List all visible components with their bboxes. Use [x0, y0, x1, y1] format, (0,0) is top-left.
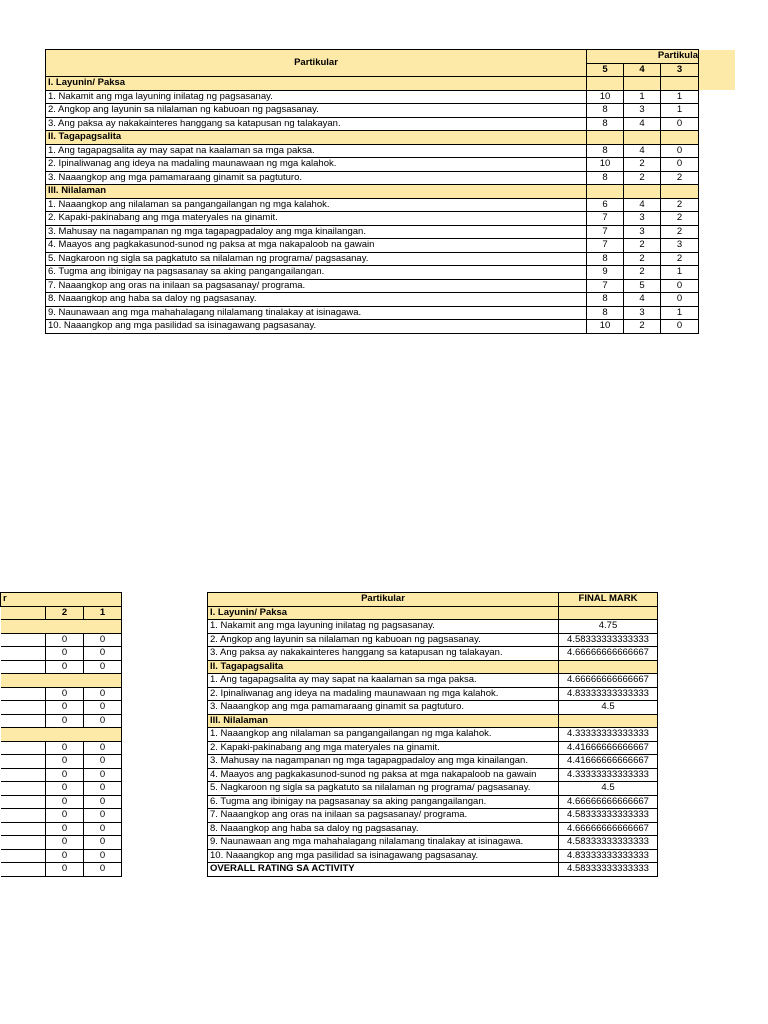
final-mark-cell: 4.66666666666667	[559, 822, 658, 836]
final-mark-cell: 4.66666666666667	[559, 674, 658, 688]
final-mark-cell: 4.66666666666667	[559, 795, 658, 809]
final-mark-cell: 4.41666666666667	[559, 755, 658, 769]
score-cell: 0	[46, 822, 84, 836]
score-cell: 0	[84, 782, 122, 796]
header-band-extension	[697, 50, 735, 90]
score-cell: 4	[624, 198, 661, 212]
score-cell: 7	[587, 239, 624, 253]
table-row	[208, 849, 658, 863]
table-row	[46, 225, 699, 239]
final-mark-cell: 4.58333333333333	[559, 809, 658, 823]
table-row	[1, 836, 122, 850]
score-cell: 2	[624, 320, 661, 334]
score-cell: 7	[587, 225, 624, 239]
table-row	[46, 212, 699, 226]
scale-group-header: r	[1, 593, 122, 607]
table-row	[46, 293, 699, 307]
score-cell: 0	[84, 849, 122, 863]
table-row	[208, 687, 658, 701]
item-label: 8. Naaangkop ang haba sa daloy ng pagsasanay.	[46, 293, 587, 307]
score-cell: 2	[624, 158, 661, 172]
score-cell: 0	[84, 768, 122, 782]
score-cell: 0	[661, 279, 699, 293]
table-row	[208, 795, 658, 809]
scale-row	[1, 606, 122, 620]
table-row	[1, 741, 122, 755]
score-cell: 2	[624, 171, 661, 185]
item-label: 3. Ang paksa ay nakakainteres hanggang sa katapusan ng talakayan.	[208, 647, 559, 661]
overall-label: OVERALL RATING SA ACTIVITY	[208, 863, 559, 877]
section-title: I. Layunin/ Paksa	[208, 606, 559, 620]
score-cell: 0	[84, 701, 122, 715]
final-mark-cell: 4.83333333333333	[559, 687, 658, 701]
table-row	[1, 687, 122, 701]
hidden-cell	[1, 863, 46, 877]
item-label: 1. Ang tagapagsalita ay may sapat na kaalaman sa mga paksa.	[46, 144, 587, 158]
section-blank	[587, 131, 624, 145]
score-cell: 0	[46, 714, 84, 728]
item-label: 3. Mahusay na nagampanan ng mga tagapagpadaloy ang mga kinailangan.	[46, 225, 587, 239]
section-row	[46, 131, 699, 145]
section-title: III. Nilalaman	[208, 714, 559, 728]
item-label: 5. Nagkaroon ng sigla sa pagkatuto sa nilalaman ng programa/ pagsasanay.	[208, 782, 559, 796]
table-row	[1, 633, 122, 647]
scale-header-2: 2	[46, 606, 84, 620]
hidden-cell	[1, 647, 46, 661]
item-label: 1. Naaangkop ang nilalaman sa pangangailangan ng mga kalahok.	[208, 728, 559, 742]
score-cell: 0	[46, 863, 84, 877]
item-label: 10. Naaangkop ang mga pasilidad sa isinagawang pagsasanay.	[208, 849, 559, 863]
score-cell: 0	[46, 660, 84, 674]
score-cell: 8	[587, 144, 624, 158]
score-cell: 0	[84, 633, 122, 647]
score-cell: 3	[661, 239, 699, 253]
score-cell: 8	[587, 252, 624, 266]
table-row	[1, 795, 122, 809]
section-row	[208, 660, 658, 674]
score-cell: 1	[661, 306, 699, 320]
item-label: 2. Angkop ang layunin sa nilalaman ng kabuoan ng pagsasanay.	[208, 633, 559, 647]
hidden-cell	[1, 714, 46, 728]
score-cell: 4	[624, 293, 661, 307]
hidden-cell	[1, 836, 46, 850]
score-cell: 8	[587, 171, 624, 185]
table-row	[46, 306, 699, 320]
section-title: I. Layunin/ Paksa	[46, 77, 587, 91]
item-label: 6. Tugma ang ibinigay na pagsasanay sa aking pangangailangan.	[208, 795, 559, 809]
section-blank	[559, 714, 658, 728]
section-blank	[559, 606, 658, 620]
score-cell: 2	[661, 198, 699, 212]
section-row	[1, 620, 122, 634]
final-mark-cell: 4.66666666666667	[559, 647, 658, 661]
score-cell: 2	[624, 266, 661, 280]
score-cell: 10	[587, 158, 624, 172]
section-blank	[1, 674, 122, 688]
table-row	[208, 755, 658, 769]
score-cell: 2	[661, 212, 699, 226]
score-cell: 0	[84, 795, 122, 809]
item-label: 9. Naunawaan ang mga mahahalagang nilalamang tinalakay at isinagawa.	[208, 836, 559, 850]
table-row	[1, 863, 122, 877]
score-cell: 0	[84, 809, 122, 823]
section-blank	[661, 185, 699, 199]
table-row	[46, 320, 699, 334]
section-title: III. Nilalaman	[46, 185, 587, 199]
table-row	[46, 252, 699, 266]
final-mark-cell: 4.75	[559, 620, 658, 634]
score-cell: 0	[46, 782, 84, 796]
final-mark-table	[207, 592, 658, 877]
table-row	[208, 822, 658, 836]
item-label: 2. Angkop ang layunin sa nilalaman ng kabuoan ng pagsasanay.	[46, 104, 587, 118]
section-row	[46, 77, 699, 91]
section-blank	[559, 660, 658, 674]
score-cell: 0	[84, 741, 122, 755]
score-cell: 4	[624, 144, 661, 158]
section-blank	[587, 185, 624, 199]
table-row	[46, 104, 699, 118]
header-row	[1, 593, 122, 607]
final-mark-cell: 4.33333333333333	[559, 728, 658, 742]
score-cell: 0	[661, 158, 699, 172]
final-mark-cell: 4.41666666666667	[559, 741, 658, 755]
score-cell: 1	[661, 90, 699, 104]
score-cell: 9	[587, 266, 624, 280]
table-row	[208, 633, 658, 647]
scale-group-header: Partikula	[587, 50, 699, 64]
table-row	[1, 714, 122, 728]
table-row	[208, 728, 658, 742]
score-cell: 0	[46, 755, 84, 769]
score-cell: 0	[46, 849, 84, 863]
score-cell: 0	[46, 795, 84, 809]
section-title: II. Tagapagsalita	[46, 131, 587, 145]
score-cell: 7	[587, 212, 624, 226]
hidden-cell	[1, 849, 46, 863]
section-blank	[661, 77, 699, 91]
score-cell: 0	[46, 687, 84, 701]
table-row	[1, 849, 122, 863]
score-cell: 4	[624, 117, 661, 131]
item-label: 2. Ipinaliwanag ang ideya na madaling maunawaan ng mga kalahok.	[46, 158, 587, 172]
table-row	[1, 809, 122, 823]
table-row	[1, 647, 122, 661]
score-cell: 0	[46, 809, 84, 823]
score-cell: 0	[84, 836, 122, 850]
overall-row	[208, 863, 658, 877]
table-row	[208, 674, 658, 688]
table-row	[208, 782, 658, 796]
hidden-cell	[1, 741, 46, 755]
section-row	[1, 674, 122, 688]
score-cell: 5	[624, 279, 661, 293]
hidden-cell	[1, 795, 46, 809]
header-row	[46, 50, 699, 64]
section-blank	[624, 131, 661, 145]
score-cell: 0	[84, 714, 122, 728]
item-label: 5. Nagkaroon ng sigla sa pagkatuto sa nilalaman ng programa/ pagsasanay.	[46, 252, 587, 266]
hidden-cell	[1, 782, 46, 796]
hidden-cell	[1, 660, 46, 674]
item-label: 2. Kapaki-pakinabang ang mga materyales na ginamit.	[46, 212, 587, 226]
item-label: 1. Nakamit ang mga layuning inilatag ng pagsasanay.	[46, 90, 587, 104]
item-label: 10. Naaangkop ang mga pasilidad sa isinagawang pagsasanay.	[46, 320, 587, 334]
section-blank	[624, 185, 661, 199]
table-row	[46, 158, 699, 172]
hidden-cell	[1, 755, 46, 769]
table-row	[208, 647, 658, 661]
table-row	[208, 768, 658, 782]
item-label: 2. Ipinaliwanag ang ideya na madaling maunawaan ng mga kalahok.	[208, 687, 559, 701]
score-cell: 0	[661, 117, 699, 131]
section-blank	[1, 728, 122, 742]
score-cell: 0	[46, 633, 84, 647]
final-mark-cell: 4.5	[559, 701, 658, 715]
score-cell: 8	[587, 104, 624, 118]
score-cell: 10	[587, 320, 624, 334]
table-row	[46, 266, 699, 280]
score-cell: 0	[46, 741, 84, 755]
score-cell: 6	[587, 198, 624, 212]
hidden-cell	[1, 687, 46, 701]
item-label: 4. Maayos ang pagkakasunod-sunod ng paksa at mga nakapaloob na gawain	[208, 768, 559, 782]
score-cell: 2	[661, 225, 699, 239]
score-cell: 2	[624, 252, 661, 266]
score-cell: 0	[84, 822, 122, 836]
hidden-cell	[1, 701, 46, 715]
score-cell: 0	[84, 755, 122, 769]
score-cell: 0	[84, 647, 122, 661]
header-row	[208, 593, 658, 607]
table-row	[1, 782, 122, 796]
score-cell: 1	[661, 104, 699, 118]
score-cell: 3	[624, 225, 661, 239]
table-row	[1, 660, 122, 674]
item-label: 3. Ang paksa ay nakakainteres hanggang sa katapusan ng talakayan.	[46, 117, 587, 131]
section-blank	[661, 131, 699, 145]
score-cell: 3	[624, 306, 661, 320]
scale-header-3: 3	[661, 63, 699, 77]
score-cell: 0	[46, 647, 84, 661]
score-cell: 0	[661, 144, 699, 158]
score-cell: 0	[661, 293, 699, 307]
blank-cell	[1, 606, 46, 620]
table-row	[46, 144, 699, 158]
section-row	[1, 728, 122, 742]
ratings-table	[45, 49, 699, 334]
table-row	[208, 741, 658, 755]
table-row	[46, 239, 699, 253]
table-row	[46, 198, 699, 212]
section-blank	[587, 77, 624, 91]
score-cell: 0	[84, 660, 122, 674]
item-label: 8. Naaangkop ang haba sa daloy ng pagsasanay.	[208, 822, 559, 836]
partikular-header: Partikular	[46, 50, 587, 77]
final-mark-cell: 4.58333333333333	[559, 836, 658, 850]
table-row	[1, 822, 122, 836]
scale-header-5: 5	[587, 63, 624, 77]
item-label: 9. Naunawaan ang mga mahahalagang nilalamang tinalakay at isinagawa.	[46, 306, 587, 320]
score-cell: 2	[661, 252, 699, 266]
section-blank	[624, 77, 661, 91]
table-row	[208, 836, 658, 850]
score-cell: 0	[661, 320, 699, 334]
scale-header-1: 1	[84, 606, 122, 620]
score-cell: 10	[587, 90, 624, 104]
item-label: 1. Ang tagapagsalita ay may sapat na kaalaman sa mga paksa.	[208, 674, 559, 688]
item-label: 1. Naaangkop ang nilalaman sa pangangailangan ng mga kalahok.	[46, 198, 587, 212]
table-row	[46, 90, 699, 104]
section-title: II. Tagapagsalita	[208, 660, 559, 674]
table-row	[208, 620, 658, 634]
final-mark-header: FINAL MARK	[559, 593, 658, 607]
section-row	[46, 185, 699, 199]
hidden-cell	[1, 822, 46, 836]
hidden-cell	[1, 809, 46, 823]
table-row	[1, 768, 122, 782]
scale-header-4: 4	[624, 63, 661, 77]
item-label: 6. Tugma ang ibinigay na pagsasanay sa aking pangangailangan.	[46, 266, 587, 280]
table-row	[46, 279, 699, 293]
score-cell: 0	[46, 836, 84, 850]
table-row	[1, 755, 122, 769]
partikular-header: Partikular	[208, 593, 559, 607]
section-blank	[1, 620, 122, 634]
score-cell: 2	[624, 239, 661, 253]
item-label: 1. Nakamit ang mga layuning inilatag ng pagsasanay.	[208, 620, 559, 634]
score-cell: 3	[624, 212, 661, 226]
score-cell: 8	[587, 306, 624, 320]
score-cell: 2	[661, 171, 699, 185]
hidden-cell	[1, 768, 46, 782]
table-row	[1, 701, 122, 715]
final-mark-cell: 4.5	[559, 782, 658, 796]
score-cell: 1	[624, 90, 661, 104]
hidden-cell	[1, 633, 46, 647]
score-cell: 0	[46, 701, 84, 715]
section-row	[208, 606, 658, 620]
score-cell: 1	[661, 266, 699, 280]
final-mark-cell: 4.33333333333333	[559, 768, 658, 782]
ratings-table-continuation	[0, 592, 122, 877]
item-label: 3. Naaangkop ang mga pamamaraang ginamit sa pagtuturo.	[46, 171, 587, 185]
table-row	[46, 117, 699, 131]
item-label: 7. Naaangkop ang oras na inilaan sa pagsasanay/ programa.	[208, 809, 559, 823]
table-row	[208, 701, 658, 715]
item-label: 4. Maayos ang pagkakasunod-sunod ng paksa at mga nakapaloob na gawain	[46, 239, 587, 253]
item-label: 3. Naaangkop ang mga pamamaraang ginamit sa pagtuturo.	[208, 701, 559, 715]
item-label: 7. Naaangkop ang oras na inilaan sa pagsasanay/ programa.	[46, 279, 587, 293]
table-row	[208, 809, 658, 823]
score-cell: 8	[587, 117, 624, 131]
score-cell: 0	[84, 863, 122, 877]
table-row	[46, 171, 699, 185]
score-cell: 0	[46, 768, 84, 782]
score-cell: 7	[587, 279, 624, 293]
section-row	[208, 714, 658, 728]
overall-mark: 4.58333333333333	[559, 863, 658, 877]
item-label: 3. Mahusay na nagampanan ng mga tagapagpadaloy ang mga kinailangan.	[208, 755, 559, 769]
score-cell: 0	[84, 687, 122, 701]
final-mark-cell: 4.58333333333333	[559, 633, 658, 647]
final-mark-cell: 4.83333333333333	[559, 849, 658, 863]
score-cell: 8	[587, 293, 624, 307]
item-label: 2. Kapaki-pakinabang ang mga materyales na ginamit.	[208, 741, 559, 755]
score-cell: 3	[624, 104, 661, 118]
